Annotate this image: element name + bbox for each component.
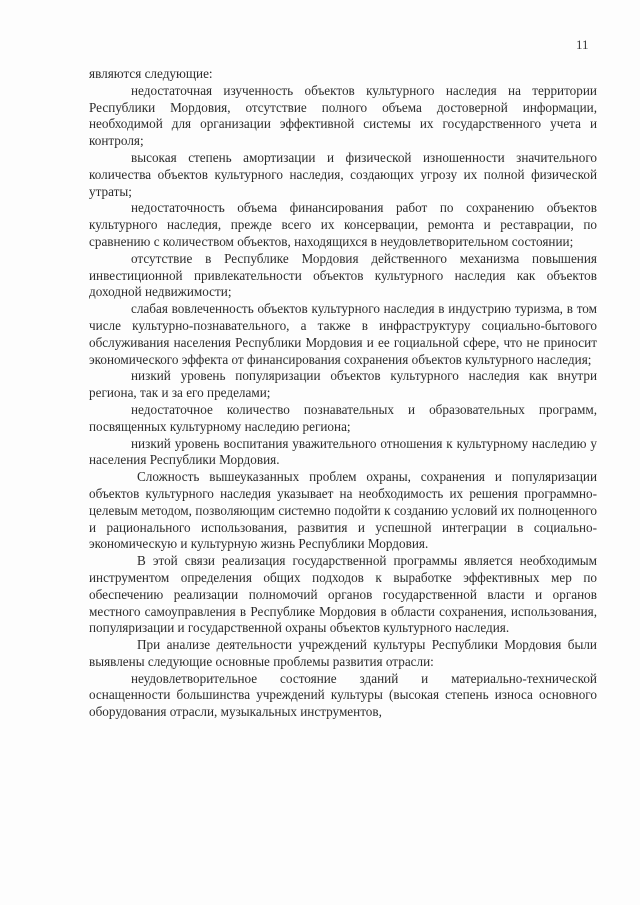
list-item: низкий уровень популяризации объектов культурного наследия как внутри региона, так и за его пределами; bbox=[89, 368, 597, 401]
list-item: слабая вовлеченность объектов культурного наследия в индустрию туризма, в том числе культурно-познавательного, а также в инфраструктуру социально-бытового обслуживания населения Республики Мордовия и ее гоциальной сфере, что не приносит экономического эффекта от финансирования сохранения объектов культурного наследия; bbox=[89, 301, 597, 367]
list-item: высокая степень амортизации и физической изношенности значительного количества объектов культурного наследия, создающих угрозу их полной физической утраты; bbox=[89, 149, 597, 199]
list-item: низкий уровень воспитания уважительного отношения к культурному наследию у населения Республики Мордовия. bbox=[89, 435, 597, 468]
page-number: 11 bbox=[576, 37, 589, 52]
paragraph: В этой связи реализация государственной программы является необходимым инструментом определения общих подходов к выработке эффективных мер по обеспечению реализации полномочий органов государственной власти и органов местного самоуправления в Республике Мордовия в области сохранения, использования, популяризации и государственной охраны объектов культурного наследия. bbox=[89, 553, 597, 636]
list-item: отсутствие в Республике Мордовия действенного механизма повышения инвестиционной привлекательности объектов культурного наследия как объектов доходной недвижимости; bbox=[89, 250, 597, 300]
paragraph: При анализе деятельности учреждений культуры Республики Мордовия были выявлены следующие основные проблемы развития отрасли: bbox=[89, 637, 597, 669]
paragraph: Сложность вышеуказанных проблем охраны, сохранения и популяризации объектов культурного наследия указывает на необходимость их решения программно-целевым методом, позволяющим системно подойти к созданию условий их полноценного и рационального использования, развития и успешной интеграции в социально-экономическую и культурную жизнь Республики Мордовия. bbox=[89, 469, 597, 552]
list-item: недостаточное количество познавательных и образовательных программ, посвященных культурному наследию региона; bbox=[89, 401, 597, 434]
list-item: недостаточная изученность объектов культурного наследия на территории Республики Мордовия, отсутствие полного объема достоверной информации, необходимой для организации эффективной системы их государственного учета и контроля; bbox=[89, 82, 597, 149]
list-item: неудовлетворительное состояние зданий и материально-технической оснащенности большинства учреждений культуры (высокая степень износа основного оборудования отрасли, музыкальных инструментов, bbox=[89, 670, 597, 720]
paragraph-intro: являются следующие: bbox=[89, 66, 213, 81]
body-text bbox=[89, 66, 597, 721]
list-item: недостаточность объема финансирования работ по сохранению объектов культурного наследия, прежде всего их консервации, ремонта и реставрации, по сравнению с количеством объектов, находящихся в неудовлетворительном состоянии; bbox=[89, 200, 597, 249]
